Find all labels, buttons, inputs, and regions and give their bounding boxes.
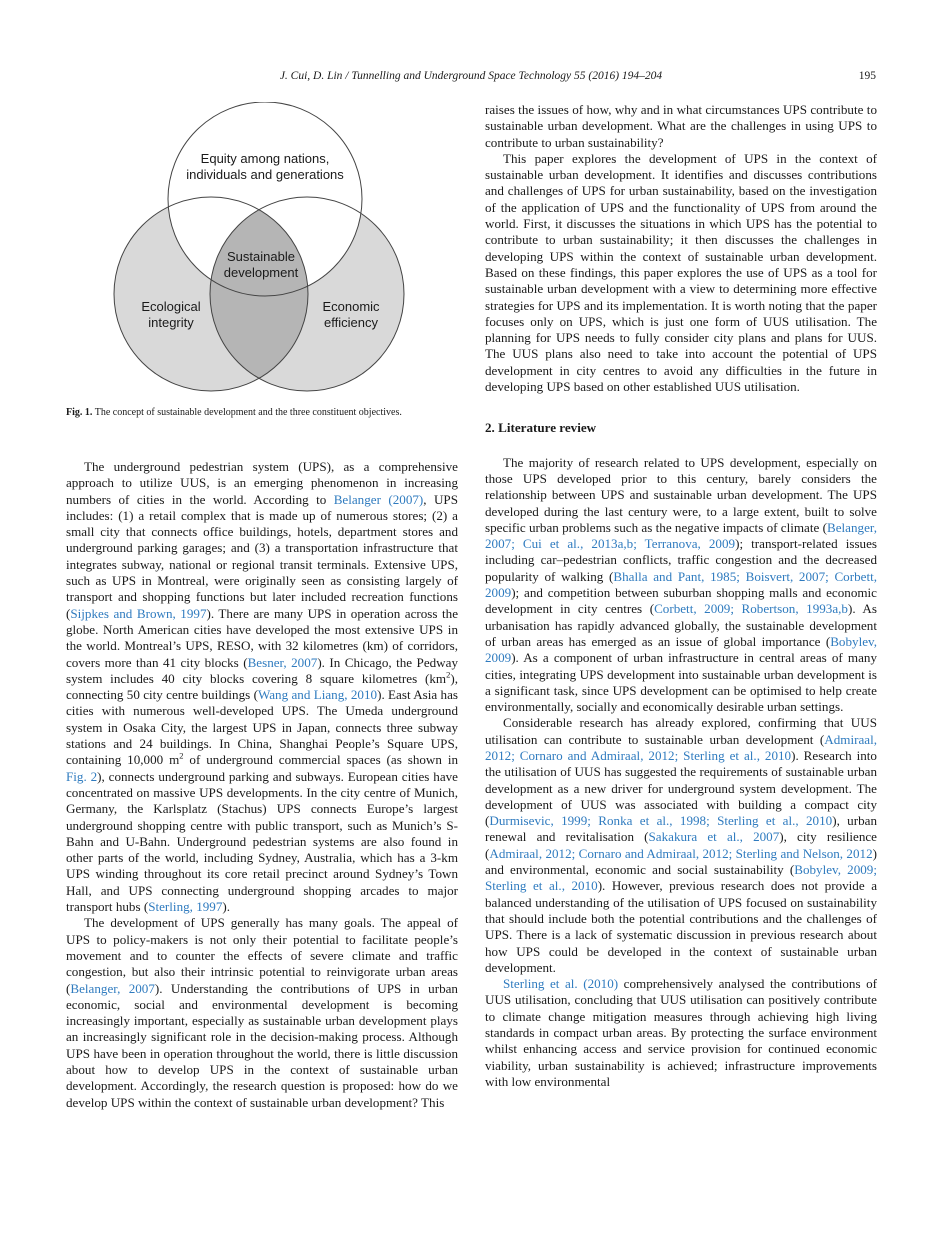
citation-link[interactable]: Bhalla and Pant, 1985; Boisvert, 2007; Corbett, 2009 <box>485 568 878 601</box>
center-label-2: development <box>223 265 299 280</box>
right-column <box>485 102 877 1090</box>
left-column <box>66 102 458 1111</box>
citation-link[interactable]: Besner, 2007 <box>247 654 318 670</box>
top-circle-label-1: Equity among nations, <box>200 151 330 166</box>
citation-link[interactable]: Belanger, 2007; Cui et al., 2013a,b; Terranova, 2009 <box>485 519 877 552</box>
center-label-1: Sustainable <box>227 249 295 264</box>
journal-citation: J. Cui, D. Lin / Tunnelling and Underground Space Technology 55 (2016) 194–204 <box>279 70 663 82</box>
right-circle-label-1: Economic <box>322 299 380 314</box>
left-circle-label-2: integrity <box>148 315 194 330</box>
citation-link[interactable]: Corbett, 2009; Robertson, 1993a,b <box>654 601 848 617</box>
left-circle-label-1: Ecological <box>141 299 201 314</box>
citation-link[interactable]: Belanger, 2007 <box>70 980 155 996</box>
citation-link[interactable]: Sterling, 1997 <box>148 899 223 915</box>
page-number: 195 <box>858 70 876 82</box>
citation-link[interactable]: Bobylev, 2009 <box>485 633 877 666</box>
citation-link[interactable]: Sterling et al. (2010) <box>503 976 619 992</box>
citation-link[interactable]: Admiraal, 2012; Cornaro and Admiraal, 2012; Sterling and Nelson, 2012 <box>489 845 873 861</box>
paragraph: The underground pedestrian system (UPS), as a comprehensive approach to utilize UUS, is an emerging phenomenon in increasing numbers of cities in the world. According to Belanger (2007), UPS includes: (1) a retail complex that is made up of numerous stores; (2) a small city that connects office buildings, hotels, department stores and underground parking garages; and (3) a transportation infrastructure that integrates subway, national or regional transit terminals. Extensive UPS, such as UPS in Montreal, were originally seen as consisting largely of transport and shopping functions but later included recreation functions (Sijpkes and Brown, 1997). There are many UPS in operation across the globe. North American cities have developed the most extensive UPS in the world. Montreal’s UPS, RESO, with 32 kilometres (km) of corridors, covers more than 41 city blocks (Besner, 2007). In Chicago, the Pedway system includes 40 city blocks covering 8 square kilometres $(km^2)$, connecting 50 city centre buildings (Wang and Liang, 2010). East Asia has cities with numerous well-developed UPS. The Umeda underground system in Osaka City, the largest UPS in Japan, connects three subway stations and 24 buildings. In China, Shanghai People’s Square UPS, containing 10,000 $m^2$ of underground commercial spaces (as shown in Fig. 2), connects underground parking and subways. European cities have concentrated on massive UPS developments. In the city centre of Munich, Germany, the Karlsplatz (Stachus) UPS connects Europe’s largest underground shopping centre with public transport, such as Munich’s S-Bahn and U-Bahn. Underground pedestrian systems are also found in other parts of the world, including Sydney, Australia, which has a 3-km UPS winding throughout its core retail precinct around Sydney’s Town Hall, and UPS connecting underground shopping arcades to major transport hubs (Sterling, 1997). <box>66 459 458 915</box>
citation-link[interactable]: Bobylev, 2009; Sterling et al., 2010 <box>485 862 877 894</box>
paragraph: The development of UPS generally has many goals. The appeal of UPS to policy-makers is not only their potential to facilitate people’s movement and to counter the effects of severe climate and traffic congestion, but also their intrinsic potential to reinvigorate urban areas (Belanger, 2007). Understanding the contributions of UPS in urban economic, social and environmental development is becoming increasingly important, especially as sustainable urban development plays an increasingly significant role in the decision-making process. Although UPS have been in operation throughout the world, there is little discussion about how to develop UPS in the context of sustainable urban development. Accordingly, the research question is proposed: how do we develop UPS within the context of sustainable urban development? This <box>66 915 458 1110</box>
paragraph: The majority of research related to UPS development, especially on those UPS developed prior to this century, barely considers the relationship between UPS and sustainable urban development. The UPS developed during the last century were, to a large extent, built to solve specific urban problems such as the negative impacts of climate (Belanger, 2007; Cui et al., 2013a,b; Terranova, 2009); transport-related issues including car–pedestrian conflicts, traffic congestion and the decreased popularity of walking (Bhalla and Pant, 1985; Boisvert, 2007; Corbett, 2009); and competition between suburban shopping malls and economic development in city centres (Corbett, 2009; Robertson, 1993a,b). As urbanisation has rapidly advanced globally, the sustainable development of urban areas has emerged as an issue of global importance (Bobylev, 2009). As a component of urban infrastructure in central areas of many cities, integrating UPS development into sustainable urban development is a significant task, since UPS development can be optimised to help create environmentally, socially and economically desirable urban settings. <box>485 454 878 715</box>
venn-diagram <box>66 102 458 402</box>
running-header <box>66 70 876 90</box>
figure-label: Fig. 1. <box>66 407 93 418</box>
citation-link[interactable]: Sakakura et al., 2007 <box>648 829 780 845</box>
paragraph: raises the issues of how, why and in what circumstances UPS contribute to sustainable urban development. What are the challenges in using UPS to contribute to urban sustainability? <box>485 102 877 150</box>
citation-link[interactable]: Sijpkes and Brown, 1997 <box>70 605 207 621</box>
figure-caption <box>66 406 458 419</box>
citation-link[interactable]: Admiraal, 2012; Cornaro and Admiraal, 2012; Sterling et al., 2010 <box>485 731 877 763</box>
figure-1 <box>66 102 458 402</box>
figure-link[interactable]: Fig. 2 <box>66 768 98 784</box>
section-heading: 2. Literature review <box>485 420 597 436</box>
paragraph: This paper explores the development of UPS in the context of sustainable urban development. It identifies and discusses contributions and challenges of UPS for urban sustainability, based on the investigation of the application of UPS and the functionality of UPS from around the world. First, it discusses the situations in which UPS has the potential to contribute to urban sustainability; it then discusses the challenges in developing UPS within the context of sustainable urban development. Based on these findings, this paper explores the use of UPS as a tool for sustainable urban development with a view to determining more effective strategies for UPS and its implementation. It is worth noting that the paper focuses only on UPS, which is just one form of UUS utilisation. The planning for UPS needs to fully consider city plans and plans for UUS. The UUS plans also need to take into account the potential of UPS development in city centres to avoid any difficulties in the future in developing UPS based on other established UUS utilisation. <box>485 150 877 395</box>
paragraph: Considerable research has already explored, confirming that UUS utilisation can contribute to sustainable urban development (Admiraal, 2012; Cornaro and Admiraal, 2012; Sterling et al., 2010). Research into the utilisation of UUS has suggested the requirements of sustainable urban development as a new driver for underground system development. The development of UUS was associated with building a compact city (Durmisevic, 1999; Ronka et al., 1998; Sterling et al., 2010), urban renewal and revitalisation (Sakakura et al., 2007), city resilience (Admiraal, 2012; Cornaro and Admiraal, 2012; Sterling and Nelson, 2012) and environmental, economic and social sustainability (Bobylev, 2009; Sterling et al., 2010). However, previous research does not provide a balanced understanding of the utilisation of UPS focused on sustainability that should include both the potential contributions and the challenges of UPS. There is a lack of systematic discussion in previous research about how UPS could be developed in the context of sustainable urban development. <box>485 715 878 975</box>
figure-caption-text: The concept of sustainable development and the three constituent objectives. <box>94 407 402 418</box>
top-circle-label-2: individuals and generations <box>186 167 344 182</box>
citation-link[interactable]: Wang and Liang, 2010 <box>257 687 378 703</box>
right-circle-label-2: efficiency <box>324 315 378 330</box>
paragraph: Sterling et al. (2010) comprehensively analysed the contributions of UUS utilisation, concluding that UUS utilisation can positively contribute to climate change mitigation measures through achieving high living standards in compact urban areas. By protecting the surface environment whilst enhancing access and service provision for continued economic viability, urban sustainability is achieved; infrastructure improvements with low environmental <box>485 976 877 1089</box>
citation-link[interactable]: Durmisevic, 1999; Ronka et al., 1998; Sterling et al., 2010 <box>489 813 833 829</box>
citation-link[interactable]: Belanger (2007) <box>333 491 424 507</box>
